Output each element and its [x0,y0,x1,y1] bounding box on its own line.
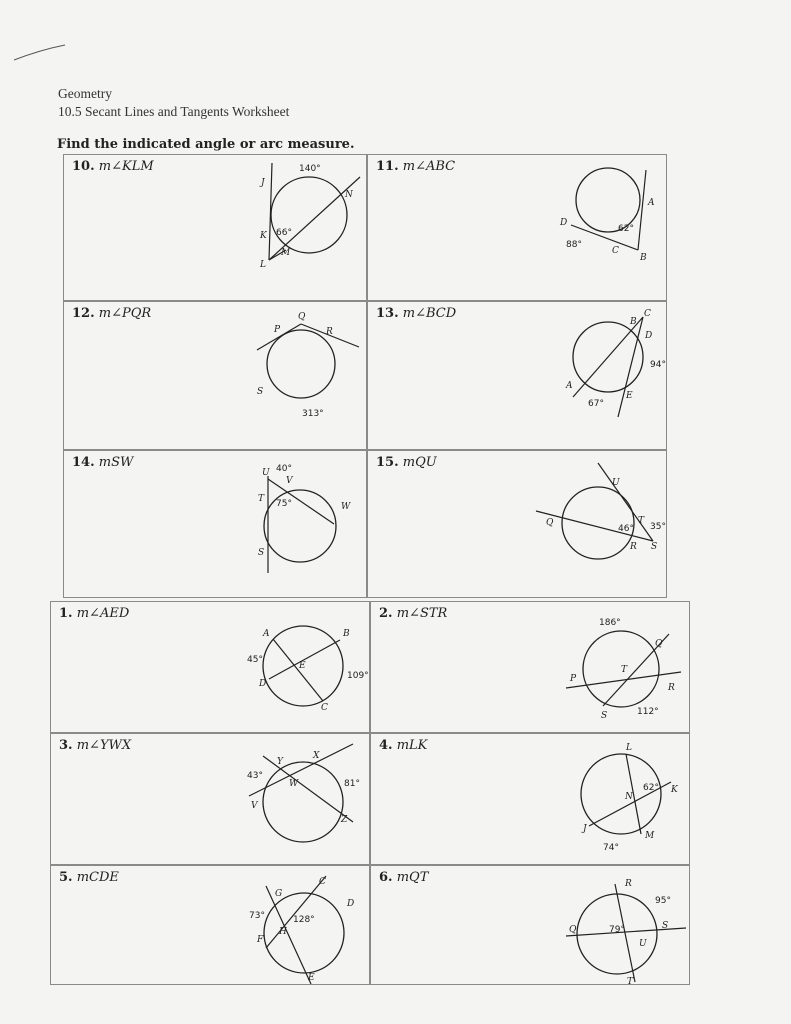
problem-14-label: 14. mSW [72,455,134,470]
problem-14-figure [64,451,366,597]
svg-text:M: M [281,248,291,258]
svg-text:U: U [262,468,270,478]
svg-text:W: W [289,779,299,789]
svg-text:B: B [640,253,647,263]
svg-text:140°: 140° [299,164,321,174]
svg-text:A: A [648,198,655,208]
svg-text:M: M [645,831,655,841]
problem-1-label: 1. m∠AED [59,606,130,621]
svg-text:B: B [343,629,350,639]
problem-6-figure [371,866,689,984]
problem-6-label: 6. mQT [379,870,429,885]
problem-10-figure [64,155,366,300]
svg-text:Q: Q [298,312,306,322]
svg-text:62°: 62° [618,224,634,234]
svg-text:Z: Z [341,815,348,825]
svg-text:U: U [612,478,620,488]
svg-text:P: P [274,325,281,335]
svg-text:F: F [257,935,264,945]
problem-1-figure [51,602,369,732]
svg-text:81°: 81° [344,779,360,789]
svg-text:Q: Q [569,925,577,935]
svg-text:E: E [626,391,633,401]
svg-text:D: D [560,218,568,228]
svg-text:74°: 74° [603,843,619,853]
svg-text:T: T [621,665,628,675]
svg-text:V: V [286,476,293,486]
svg-text:73°: 73° [249,911,265,921]
svg-text:R: R [668,683,675,693]
problem-5-label: 5. mCDE [59,870,119,885]
problem-2-label: 2. m∠STR [379,606,448,621]
svg-text:D: D [259,679,267,689]
problem-13-figure [368,302,666,449]
problem-3-label: 3. m∠YWX [59,738,132,753]
svg-text:S: S [601,711,608,721]
svg-text:C: C [644,309,651,319]
svg-text:T: T [258,494,265,504]
svg-text:T: T [638,516,645,526]
svg-text:P: P [570,674,577,684]
svg-text:L: L [260,260,266,270]
svg-text:E: E [308,973,315,983]
svg-text:Q: Q [546,518,554,528]
problem-10-cell [63,154,367,301]
problem-3-figure [51,734,369,864]
problem-10-label: 10. m∠KLM [72,159,154,174]
svg-text:K: K [260,231,267,241]
svg-text:88°: 88° [566,240,582,250]
problem-11-cell [367,154,667,301]
svg-text:N: N [345,190,353,200]
svg-text:A: A [263,629,270,639]
problem-5-figure [51,866,369,984]
problem-4-figure [371,734,689,864]
svg-text:T: T [627,977,634,984]
svg-text:C: C [319,877,326,887]
svg-text:B: B [630,317,637,327]
svg-text:K: K [671,785,678,795]
problem-1-cell [50,601,370,733]
problem-2-figure [371,602,689,732]
problem-13-label: 13. m∠BCD [376,306,457,321]
problem-15-label: 15. mQU [376,455,437,470]
worksheet-title: 10.5 Secant Lines and Tangents Worksheet [58,104,290,119]
problem-4-label: 4. mLK [379,738,428,753]
svg-text:66°: 66° [276,228,292,238]
problem-11-label: 11. m∠ABC [376,159,456,174]
svg-text:S: S [651,542,658,552]
svg-text:R: R [326,327,333,337]
svg-text:V: V [251,801,258,811]
svg-text:R: R [625,879,632,889]
svg-text:128°: 128° [293,915,315,925]
svg-text:109°: 109° [347,671,369,681]
svg-text:67°: 67° [588,399,604,409]
svg-text:40°: 40° [276,464,292,474]
problem-13-cell [367,301,667,450]
svg-text:43°: 43° [247,771,263,781]
svg-text:62°: 62° [643,783,659,793]
problem-12-label: 12. m∠PQR [72,306,152,321]
svg-text:W: W [341,502,351,512]
problem-15-figure [368,451,666,597]
svg-text:46°: 46° [618,524,634,534]
svg-text:R: R [630,542,637,552]
svg-text:75°: 75° [276,499,292,509]
svg-text:C: C [612,246,619,256]
problem-12-figure [64,302,366,449]
svg-text:S: S [257,387,264,397]
svg-text:S: S [662,921,669,931]
svg-text:C: C [321,703,328,713]
course-title: Geometry [58,86,112,101]
svg-text:186°: 186° [599,618,621,628]
instructions: Find the indicated angle or arc measure. [57,137,355,152]
svg-text:Q: Q [655,639,663,649]
svg-text:79°: 79° [609,925,625,935]
svg-text:X: X [313,751,320,761]
svg-text:45°: 45° [247,655,263,665]
problem-5-cell [50,865,370,985]
svg-text:S: S [258,548,265,558]
problem-2-cell [370,601,690,733]
problem-6-cell [370,865,690,985]
svg-text:95°: 95° [655,896,671,906]
problem-14-cell [63,450,367,598]
svg-text:112°: 112° [637,707,659,717]
svg-text:94°: 94° [650,360,666,370]
svg-text:H: H [279,927,287,937]
svg-text:D: D [347,899,355,909]
svg-text:G: G [275,889,283,899]
problem-11-figure [368,155,666,300]
svg-text:313°: 313° [302,409,324,419]
svg-text:J: J [583,824,587,834]
problem-15-cell [367,450,667,598]
svg-text:E: E [299,661,306,671]
problem-3-cell [50,733,370,865]
pen-mark [10,40,70,65]
svg-text:D: D [645,331,653,341]
svg-text:35°: 35° [650,522,666,532]
svg-text:L: L [626,743,632,753]
problem-4-cell [370,733,690,865]
svg-text:A: A [566,381,573,391]
svg-text:N: N [625,792,633,802]
svg-text:J: J [261,178,265,188]
svg-text:U: U [639,939,647,949]
svg-text:Y: Y [277,757,283,767]
problem-12-cell [63,301,367,450]
